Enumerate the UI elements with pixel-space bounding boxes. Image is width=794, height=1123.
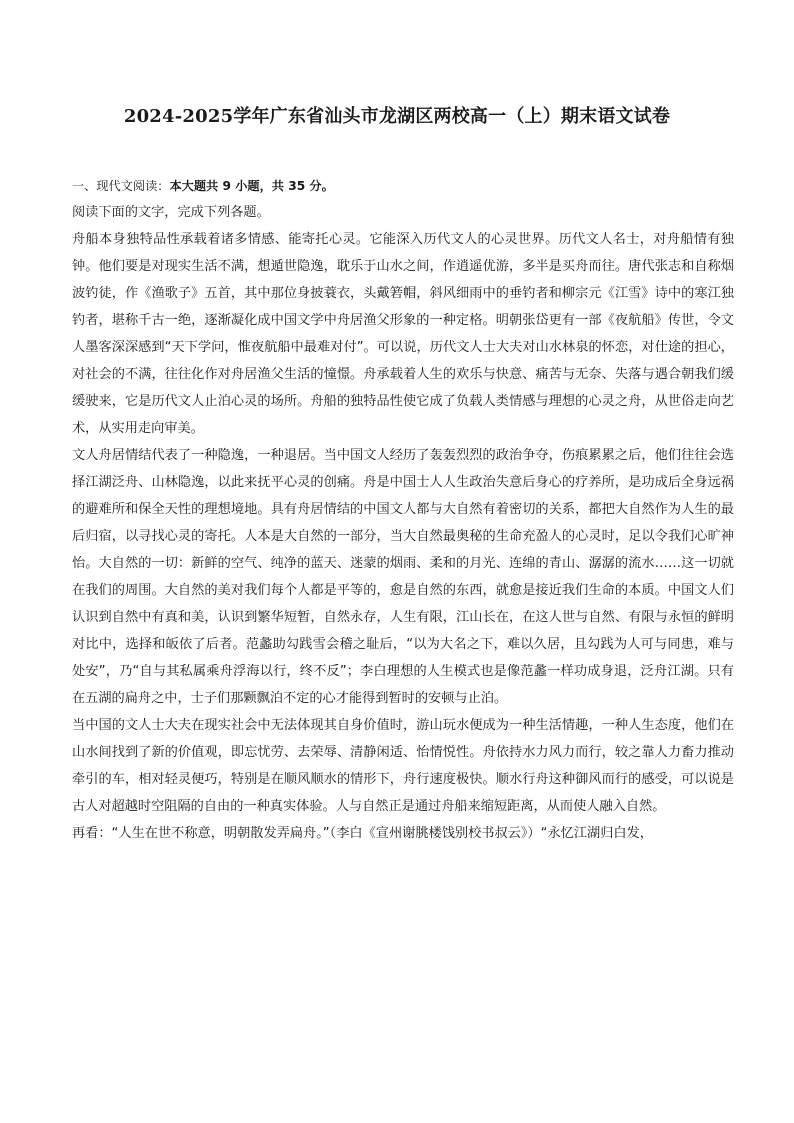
section-label: 一、现代文阅读： bbox=[72, 179, 170, 193]
passage-paragraph-1: 舟船本身独特品性承载着诸多情感、能寄托心灵。它能深入历代文人的心灵世界。历代文人名士，对舟船情有独钟。他们要是对现实生活不满，想遁世隐逸，耽乐于山水之间，作逍遥优游，多半是买舟而往。唐代张志和自称烟波钓徒，作《渔歌子》五首，其中那位身披蓑衣，头戴箬帽，斜风细雨中的垂钓者和柳宗元《江雪》诗中的寒江独钓者，堪称千古一绝，逐渐凝化成中国文学中舟居渔父形象的一种定格。明朝张岱更有一部《夜航船》传世，令文人墨客深深感到“天下学问，惟夜航船中最难对付”。可以说，历代文人士大夫对山水林泉的怀恋，对仕途的担心，对社会的不满，往往化作对舟居渔父生活的憧憬。舟承载着人生的欢乐与快意、痛苦与无奈、失落与遇合朝我们缓缓驶来，它是历代文人止泊心灵的场所。舟船的独特品性使它成了负载人类情感与理想的心灵之舟，从世俗走向艺术，从实用走向审美。 bbox=[72, 232, 734, 436]
exam-title: 2024-2025学年广东省汕头市龙湖区两校高一（上）期末语文试卷 bbox=[123, 106, 671, 127]
passage-paragraph-2: 文人舟居情结代表了一种隐逸，一种退居。当中国文人经历了轰轰烈烈的政治争夺，伤痕累累之后，他们往往会选择江湖泛舟、山林隐逸，以此来抚平心灵的创痛。舟是中国士人人生政治失意后身心的疗养所，是功成后全身远祸的避难所和保全天性的理想境地。具有舟居情结的中国文人都与大自然有着密切的关系，都把大自然作为人生的最后归宿，以寻找心灵的寄托。人本是大自然的一部分，当大自然最奥秘的生命充盈人的心灵时，足以令我们心旷神怡。大自然的一切：新鲜的空气、纯净的蓝天、迷蒙的烟雨、柔和的月光、连绵的青山、潺潺的流水……这一切就在我们的周围。大自然的美对我们每个人都是平等的，愈是自然的东西，就愈是接近我们生命的本质。中国文人们认识到自然中有真和美，认识到繁华短暂，自然永存，人生有限，江山长在，在这人世与自然、有限与永恒的鲜明对比中，选择和皈依了后者。范蠡助勾践雪会稽之耻后，“以为大名之下，难以久居，且勾践为人可与同患，难与处安”，乃“自与其私属乘舟浮海以行，终不反”；李白理想的人生模式也是像范蠡一样功成身退，泛舟江湖。只有在五湖的扁舟之中，士子们那颗飘泊不定的心才能得到暂时的安顿与止泊。 bbox=[72, 448, 734, 706]
instruction-text: 阅读下面的文字，完成下列各题。 bbox=[72, 205, 270, 220]
passage-paragraph-3: 当中国的文人士大夫在现实社会中无法体现其自身价值时，游山玩水便成为一种生活情趣，一种人生态度，他们在山水间找到了新的价值观，即忘忧劳、去荣辱、清静闲适、怡情悦性。舟依持水力风力而行，较之靠人力畜力推动牵引的车，相对轻灵便巧，特别是在顺风顺水的情形下，舟行速度极快。顺水行舟这种御风而行的感受，可以说是古人对超越时空阻隔的自由的一种真实体验。人与自然正是通过舟船来缩短距离，从而使人融入自然。 bbox=[72, 718, 734, 814]
section-heading bbox=[72, 176, 734, 196]
section-detail: 本大题共 9 小题，共 35 分。 bbox=[169, 179, 334, 193]
reading-section bbox=[72, 176, 734, 847]
passage-paragraph-4: 再看：“人生在世不称意，明朝散发弄扁舟。”（李白《宣州谢朓楼饯别校书叔云》）“永忆江湖归白发， bbox=[72, 826, 653, 841]
